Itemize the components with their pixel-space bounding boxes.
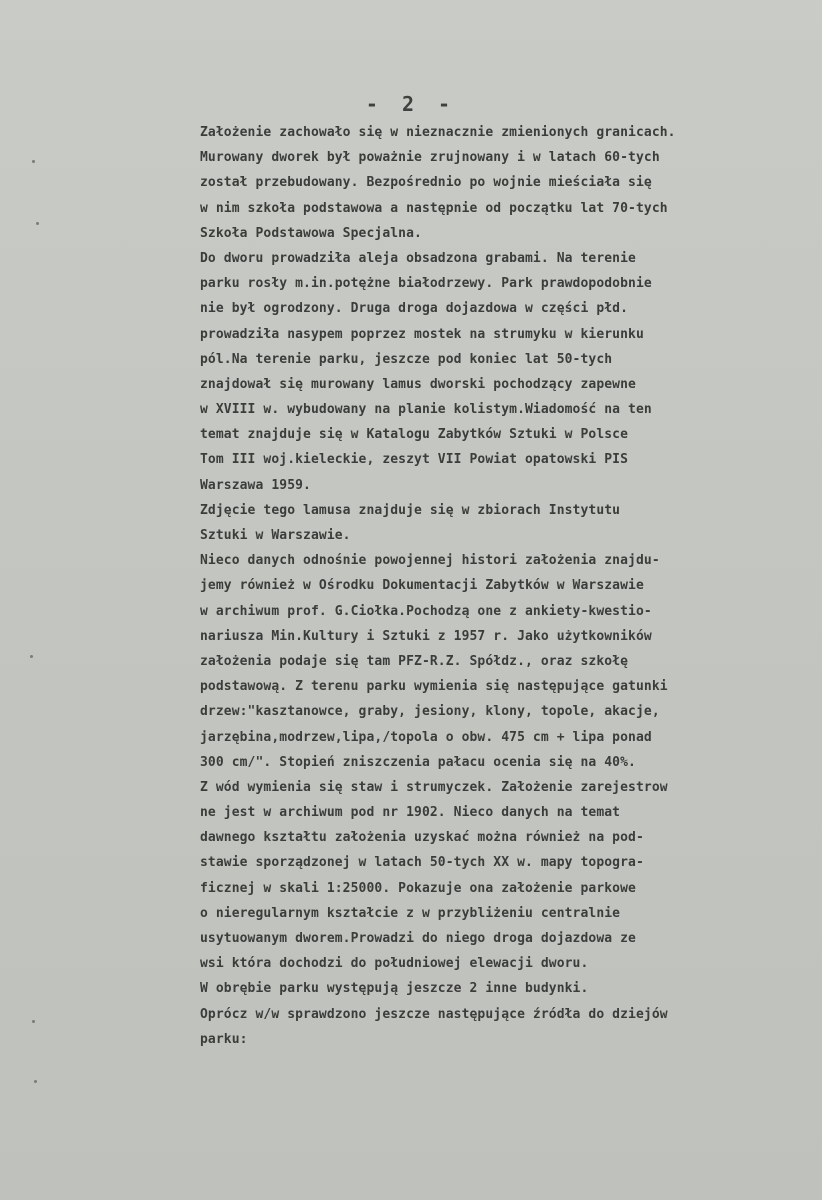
text-line: W obrębie parku występują jeszcze 2 inne budynki. bbox=[200, 981, 589, 997]
text-line: prowadziła nasypem poprzez mostek na strumyku w kierunku bbox=[200, 326, 644, 342]
text-line: ficznej w skali 1:25000. Pokazuje ona założenie parkowe bbox=[200, 880, 636, 896]
text-line: Warszawa 1959. bbox=[200, 477, 311, 493]
text-line: parku rosły m.in.potężne białodrzewy. Park prawdopodobnie bbox=[200, 276, 652, 292]
punch-mark bbox=[36, 222, 39, 225]
text-line: podstawową. Z terenu parku wymienia się następujące gatunki bbox=[200, 679, 668, 695]
punch-mark bbox=[34, 1080, 37, 1083]
text-line: usytuowanym dworem.Prowadzi do niego droga dojazdowa ze bbox=[200, 931, 636, 946]
text-line: założenia podaje się tam PFZ-R.Z. Spółdz., oraz szkołę bbox=[200, 653, 629, 669]
text-line: drzew:"kasztanowce, graby, jesiony, klony, topole, akacje, bbox=[200, 704, 660, 720]
text-line: jemy również w Ośrodku Dokumentacji Zabytków w Warszawie bbox=[200, 578, 644, 594]
punch-mark bbox=[30, 655, 33, 658]
text-line: Oprócz w/w sprawdzono jeszcze następujące źródła do dziejów bbox=[200, 1006, 668, 1022]
text-line: Tom III woj.kieleckie, zeszyt VII Powiat opatowski PIS bbox=[200, 452, 629, 468]
text-line: temat znajduje się w Katalogu Zabytków Sztuki w Polsce bbox=[200, 427, 629, 443]
text-line: Do dworu prowadziła aleja obsadzona grabami. Na terenie bbox=[200, 250, 636, 266]
page-number: - 2 - bbox=[365, 92, 457, 116]
text-line: w archiwum prof. G.Ciołka.Pochodzą one z ankiety-kwestio- bbox=[200, 603, 652, 619]
text-line: jarzębina,modrzew,lipa,/topola o obw. 475 cm + lipa ponad bbox=[200, 729, 652, 745]
text-line: Murowany dworek był poważnie zrujnowany i w latach 60-tych bbox=[200, 150, 660, 166]
text-line: o nieregularnym kształcie z w przybliżeniu centralnie bbox=[200, 905, 621, 921]
text-line: został przebudowany. Bezpośrednio po wojnie mieściała się bbox=[200, 175, 652, 191]
text-line: ne jest w archiwum pod nr 1902. Nieco danych na temat bbox=[200, 805, 621, 821]
body-text bbox=[200, 120, 818, 1052]
text-line: Założenie zachowało się w nieznacznie zmienionych granicach. bbox=[200, 125, 676, 140]
text-line: Nieco danych odnośnie powojennej histori założenia znajdu- bbox=[200, 553, 660, 569]
text-line: dawnego kształtu założenia uzyskać można również na pod- bbox=[200, 830, 644, 846]
text-line: nie był ogrodzony. Druga droga dojazdowa w części płd. bbox=[200, 301, 629, 317]
text-line: stawie sporządzonej w latach 50-tych XX w. mapy topogra- bbox=[200, 855, 644, 871]
text-line: w nim szkoła podstawowa a następnie od początku lat 70-tych bbox=[200, 200, 668, 216]
text-line: Zdjęcie tego lamusa znajduje się w zbiorach Instytutu bbox=[200, 502, 621, 518]
punch-mark bbox=[32, 1020, 35, 1023]
text-line: w XVIII w. wybudowany na planie kolistym.Wiadomość na ten bbox=[200, 402, 652, 418]
text-line: 300 cm/". Stopień zniszczenia pałacu ocenia się na 40%. bbox=[200, 754, 636, 770]
text-line: Szkoła Podstawowa Specjalna. bbox=[200, 225, 422, 241]
text-line: znajdował się murowany lamus dworski pochodzący zapewne bbox=[200, 376, 636, 392]
text-line: nariusza Min.Kultury i Sztuki z 1957 r. Jako użytkowników bbox=[200, 628, 652, 644]
text-line: parku: bbox=[200, 1031, 248, 1047]
text-line: wsi która dochodzi do południowej elewacji dworu. bbox=[200, 956, 589, 972]
text-line: Z wód wymienia się staw i strumyczek. Założenie zarejestrow bbox=[200, 779, 668, 795]
punch-mark bbox=[32, 160, 35, 163]
text-line: Sztuki w Warszawie. bbox=[200, 528, 351, 543]
text-line: pól.Na terenie parku, jeszcze pod koniec lat 50-tych bbox=[200, 351, 613, 367]
